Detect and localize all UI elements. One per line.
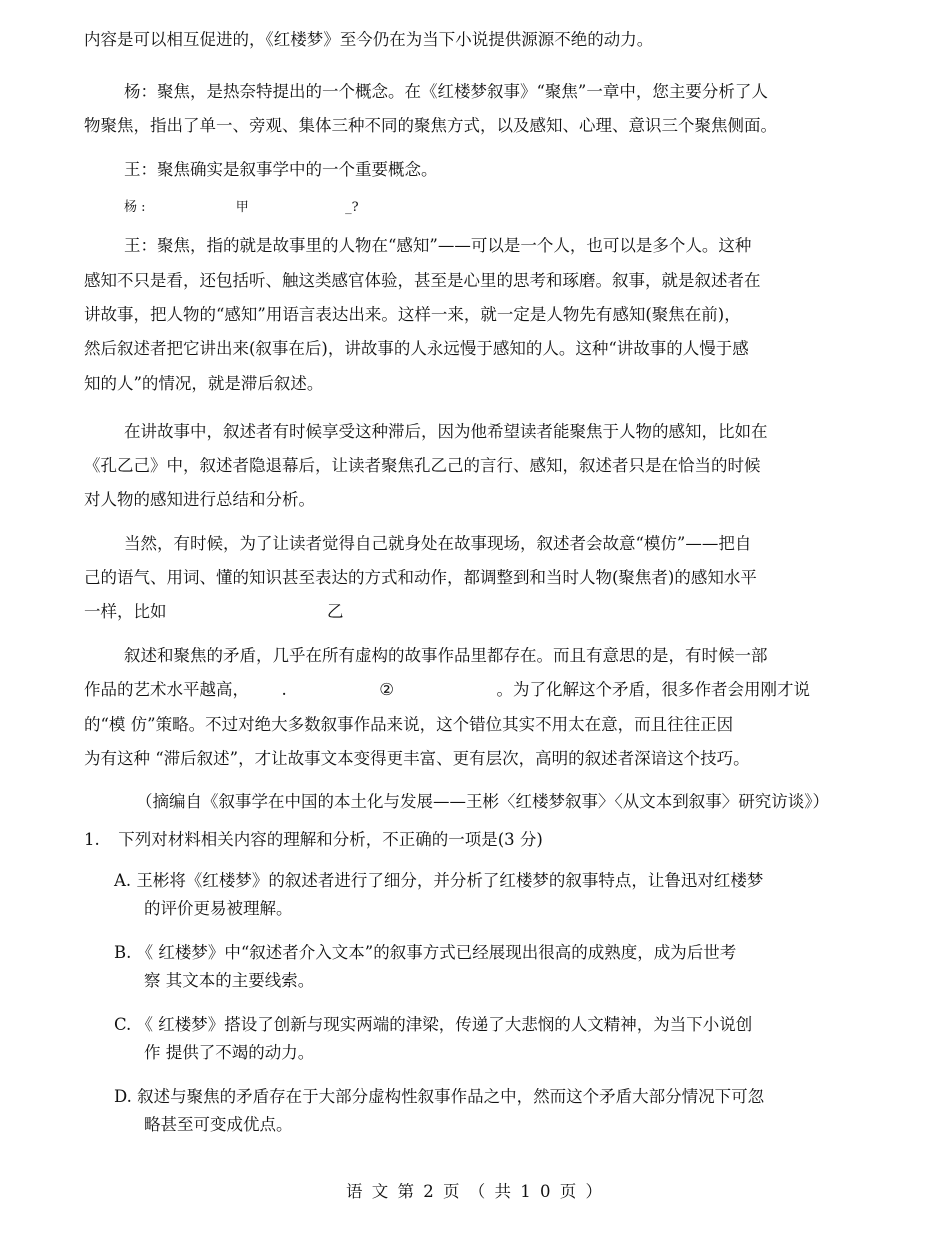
page-footer: 语 文 第 2 页 （ 共 1 0 页 ）	[346, 1182, 604, 1201]
option-d: D. 叙述与聚焦的矛盾存在于大部分虚构性叙事作品之中，然而这个矛盾大部分情况下可忽	[114, 1087, 765, 1106]
option-b-cont: 察 其文本的主要线索。	[144, 971, 315, 990]
option-c: C. 《 红楼梦》搭设了创新与现实两端的津梁，传递了大悲悯的人文精神，为当下小说创	[114, 1015, 753, 1034]
option-a-cont: 的评价更易被理解。	[144, 899, 293, 918]
blank-line-yi: 一样，比如 乙	[84, 602, 344, 621]
passage-line: 王：聚焦，指的就是故事里的人物在“感知”——可以是一个人，也可以是多个人。这种	[124, 236, 752, 255]
passage-line: 知的人”的情况，就是滞后叙述。	[84, 374, 324, 393]
source-citation: （摘编自《叙事学在中国的本土化与发展——王彬〈红楼梦叙事〉〈从文本到叙事〉研究访谈》）	[136, 792, 829, 811]
option-a: A. 王彬将《红楼梦》的叙述者进行了细分，并分析了红楼梦的叙事特点，让鲁迅对红楼梦	[114, 871, 764, 890]
speaker-label: 杨 :	[124, 200, 146, 215]
passage-line: 对人物的感知进行总结和分析。	[84, 490, 315, 509]
passage-line: 物聚焦，指出了单一、旁观、集体三种不同的聚焦方式，以及感知、心理、意识三个聚焦侧面。	[84, 116, 777, 135]
passage-line: 叙述和聚焦的矛盾，几乎在所有虚构的故事作品里都存在。而且有意思的是，有时候一部	[124, 646, 768, 665]
passage-line: 《孔乙己》中，叙述者隐退幕后，让读者聚焦孔乙己的言行、感知，叙述者只是在恰当的时候	[84, 456, 761, 475]
passage-line: 内容是可以相互促进的，《红楼梦》至今仍在为当下小说提供源源不绝的动力。	[84, 30, 654, 49]
blank-2: ②	[379, 680, 395, 699]
blank-yi: 乙	[327, 602, 344, 621]
blank-end: _?	[345, 200, 359, 215]
blank-question-line	[124, 194, 359, 222]
passage-line: 的“模 仿”策略。不过对绝大多数叙事作品来说，这个错位其实不用太在意，而且往往正因	[84, 715, 734, 734]
option-c-cont: 作 提供了不竭的动力。	[144, 1043, 315, 1062]
passage-line: 王：聚焦确实是叙事学中的一个重要概念。	[124, 160, 438, 179]
passage-line: 当然，有时候，为了让读者觉得自己就身处在故事现场，叙述者会故意“模仿”——把自	[124, 534, 752, 553]
passage-line: 杨：聚焦，是热奈特提出的一个概念。在《红楼梦叙事》“聚焦”一章中，您主要分析了人	[124, 82, 768, 101]
passage-line: 在讲故事中，叙述者有时候享受这种滞后，因为他希望读者能聚焦于人物的感知，比如在	[124, 422, 768, 441]
passage-line: 己的语气、用词、懂的知识甚至表达的方式和动作，都调整到和当时人物(聚焦者)的感知水平	[84, 568, 757, 587]
option-d-cont: 略甚至可变成优点。	[144, 1115, 293, 1134]
passage-line: 讲故事，把人物的“感知”用语言表达出来。这样一来，就一定是人物先有感知(聚焦在前)，	[84, 305, 741, 324]
passage-line: 感知不只是看，还包括听、触这类感官体验，甚至是心里的思考和琢磨。叙事，就是叙述者在	[84, 271, 761, 290]
blank-jia: 甲	[235, 200, 249, 215]
passage-line: 为有这种 “滞后叙述”，才让故事文本变得更丰富、更有层次，高明的叙述者深谙这个技巧。	[84, 749, 750, 768]
question-stem: 1. 下列对材料相关内容的理解和分析，不正确的一项是(3 分)	[84, 830, 543, 849]
passage-line: 然后叙述者把它讲出来(叙事在后)，讲故事的人永远慢于感知的人。这种“讲故事的人慢于感	[84, 339, 749, 358]
question-number: 1.	[84, 830, 100, 849]
blank-line-2: 作品的艺术水平越高， . ② 。为了化解这个矛盾，很多作者会用刚才说	[84, 680, 811, 699]
option-b: B. 《 红楼梦》中“叙述者介入文本”的叙事方式已经展现出很高的成熟度，成为后世考	[114, 943, 737, 962]
